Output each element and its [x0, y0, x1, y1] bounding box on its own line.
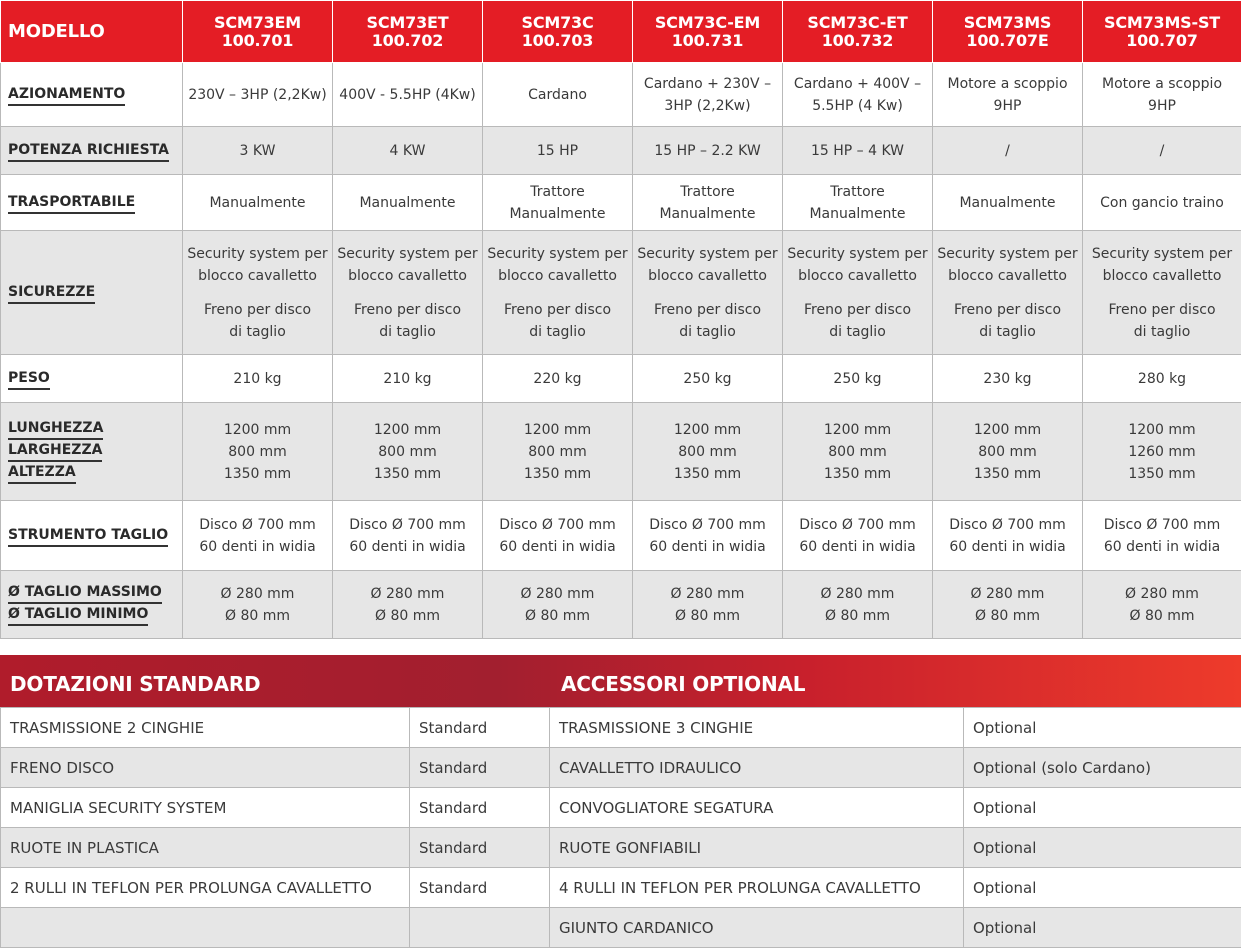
cell-spacer — [333, 287, 482, 299]
spec-cell-line: Manualmente — [809, 205, 906, 222]
spec-cell-line: Manualmente — [509, 205, 606, 222]
model-header — [933, 1, 1083, 63]
standard-item-row — [1, 708, 550, 748]
spec-cell — [183, 571, 333, 639]
spec-cell — [1083, 501, 1241, 571]
spec-cell — [1083, 571, 1241, 639]
spec-cell-line: 4 KW — [389, 142, 426, 159]
spec-cell — [633, 501, 783, 571]
item-name: RUOTE GONFIABILI — [550, 828, 964, 868]
cell-spacer — [483, 287, 632, 299]
spec-cell-line: 60 denti in widia — [349, 538, 466, 555]
spec-cell-line: Ø 280 mm — [370, 585, 445, 602]
item-name: 2 RULLI IN TEFLON PER PROLUNGA CAVALLETTO — [1, 868, 410, 908]
spec-cell — [783, 175, 933, 231]
spec-cell-line: Freno per disco — [653, 301, 762, 318]
spec-cell-line: Freno per disco — [953, 301, 1062, 318]
spec-cell-line: 1260 mm — [1128, 443, 1196, 460]
spec-cell-line: 1350 mm — [973, 465, 1042, 482]
model-name: SCM73MS-ST — [1104, 12, 1220, 32]
spec-cell-line: Ø 80 mm — [224, 607, 290, 624]
spec-label-text: Ø TAGLIO MASSIMO — [8, 583, 162, 604]
spec-cell-line: 60 denti in widia — [949, 538, 1066, 555]
spec-cell — [1083, 175, 1241, 231]
spec-label — [1, 571, 183, 639]
spec-cell-line: Freno per disco — [503, 301, 612, 318]
model-name: SCM73C-EM — [654, 12, 761, 32]
spec-cell-line: 15 HP – 4 KW — [810, 142, 905, 159]
spec-cell-line: 1200 mm — [223, 421, 292, 438]
spec-label — [1, 175, 183, 231]
spec-cell-line: Cardano + 230V – — [643, 75, 772, 92]
spec-cell-line: Security system per — [487, 245, 628, 262]
spec-cell-line: 280 kg — [1137, 370, 1187, 387]
spec-cell-line: Freno per disco — [353, 301, 462, 318]
spec-cell — [483, 127, 633, 175]
item-name: CAVALLETTO IDRAULICO — [550, 748, 964, 788]
spec-row — [1, 127, 1241, 175]
spec-cell-line: Security system per — [187, 245, 328, 262]
spec-cell-line: 60 denti in widia — [1103, 538, 1221, 555]
spec-cell-line: 1200 mm — [1128, 421, 1196, 438]
spec-cell-line: Trattore — [830, 183, 885, 200]
spec-cell-line: 60 denti in widia — [499, 538, 616, 555]
spec-label-text: AZIONAMENTO — [8, 85, 125, 106]
spec-cell-line: Ø 280 mm — [970, 585, 1045, 602]
item-name — [1, 908, 410, 948]
item-value: Standard — [410, 748, 550, 788]
spec-cell — [933, 63, 1083, 127]
item-value: Standard — [410, 868, 550, 908]
model-header — [783, 1, 933, 63]
spec-cell-line: 1200 mm — [823, 421, 892, 438]
spec-cell-line: 210 kg — [233, 370, 282, 387]
spec-cell-line: Cardano — [528, 86, 587, 103]
spec-cell-line: Ø 80 mm — [524, 607, 590, 624]
standard-item-row — [1, 828, 550, 868]
model-name: SCM73MS — [963, 12, 1052, 32]
spec-row — [1, 403, 1241, 501]
spec-cell — [783, 127, 933, 175]
spec-cell-line: Disco Ø 700 mm — [499, 516, 616, 533]
spec-cell — [483, 571, 633, 639]
spec-cell — [933, 355, 1083, 403]
spec-cell — [333, 63, 483, 127]
spec-cell — [1083, 63, 1241, 127]
spec-cell-line: 220 kg — [533, 370, 582, 387]
model-code: 100.732 — [821, 30, 894, 50]
spec-cell-line: Ø 280 mm — [820, 585, 895, 602]
spec-cell — [183, 175, 333, 231]
spec-row — [1, 355, 1241, 403]
optional-item-row — [550, 708, 1241, 748]
item-name: TRASMISSIONE 2 CINGHIE — [1, 708, 410, 748]
spec-cell-line: 1350 mm — [523, 465, 592, 482]
model-code: 100.702 — [371, 30, 444, 50]
spec-cell — [783, 355, 933, 403]
spec-cell — [333, 355, 483, 403]
spec-cell — [933, 501, 1083, 571]
spec-cell-line: 9HP — [993, 97, 1022, 114]
spec-cell — [1083, 403, 1241, 501]
spec-label-text: POTENZA RICHIESTA — [8, 141, 169, 162]
item-value: Optional — [964, 828, 1241, 868]
spec-cell-line: blocco cavalletto — [948, 267, 1067, 284]
model-header — [1083, 1, 1241, 63]
spec-cell — [483, 175, 633, 231]
spec-label-text: SICUREZZE — [8, 283, 95, 304]
spec-cell-line: 800 mm — [378, 443, 437, 460]
item-value: Optional — [964, 708, 1241, 748]
spec-cell-line: 1350 mm — [1128, 465, 1196, 482]
spec-cell — [483, 403, 633, 501]
spec-cell-line: Manualmente — [209, 194, 306, 211]
spec-cell — [183, 231, 333, 355]
spec-cell-line: 800 mm — [828, 443, 887, 460]
spec-cell-line: Ø 80 mm — [824, 607, 890, 624]
spec-cell-line: 3HP (2,2Kw) — [664, 97, 751, 114]
spec-cell-line: Security system per — [1091, 245, 1233, 262]
optional-item-row — [550, 828, 1241, 868]
spec-cell — [633, 63, 783, 127]
spec-cell-line: 230 kg — [983, 370, 1032, 387]
spec-label — [1, 231, 183, 355]
spec-cell-line: / — [1159, 142, 1165, 159]
spec-cell — [183, 501, 333, 571]
corner-label: MODELLO — [1, 1, 183, 63]
spec-cell — [333, 571, 483, 639]
standard-item-row — [1, 788, 550, 828]
cell-spacer — [1083, 287, 1241, 299]
spec-cell-line: blocco cavalletto — [348, 267, 467, 284]
spec-cell — [1083, 355, 1241, 403]
spec-cell-line: blocco cavalletto — [648, 267, 767, 284]
spec-cell-line: 230V – 3HP (2,2Kw) — [188, 86, 327, 103]
spec-cell-line: Cardano + 400V – — [793, 75, 922, 92]
spec-cell-line: di taglio — [679, 323, 736, 340]
spec-cell-line: 800 mm — [228, 443, 287, 460]
spec-cell-line: Manualmente — [659, 205, 756, 222]
spec-cell — [483, 355, 633, 403]
spec-cell-line: Con gancio traino — [1100, 194, 1224, 211]
spec-cell-line: di taglio — [829, 323, 886, 340]
model-code: 100.707 — [1126, 30, 1198, 50]
spec-cell-line: blocco cavalletto — [1102, 267, 1222, 284]
spec-cell — [633, 403, 783, 501]
model-name: SCM73C — [521, 12, 594, 32]
spec-cell — [483, 501, 633, 571]
spec-cell-line: di taglio — [229, 323, 286, 340]
spec-cell — [783, 63, 933, 127]
spec-cell-line: 3 KW — [239, 142, 276, 159]
spec-label — [1, 501, 183, 571]
spec-cell — [633, 231, 783, 355]
spec-row — [1, 231, 1241, 355]
spec-cell-line: 1200 mm — [673, 421, 742, 438]
spec-cell-line: 60 denti in widia — [199, 538, 316, 555]
standard-item-row — [1, 908, 550, 948]
spec-cell-line: Ø 280 mm — [1125, 585, 1199, 602]
spec-cell-line: 5.5HP (4 Kw) — [812, 97, 903, 114]
item-name: MANIGLIA SECURITY SYSTEM — [1, 788, 410, 828]
optional-accessories-table — [549, 707, 1241, 948]
spec-cell-line: 210 kg — [383, 370, 432, 387]
cell-spacer — [633, 287, 782, 299]
spec-cell-line: di taglio — [379, 323, 436, 340]
spec-cell — [1083, 231, 1241, 355]
spec-cell — [783, 571, 933, 639]
spec-cell-line: Ø 280 mm — [220, 585, 295, 602]
item-value: Standard — [410, 828, 550, 868]
item-name: CONVOGLIATORE SEGATURA — [550, 788, 964, 828]
spec-cell — [333, 231, 483, 355]
model-name: SCM73C-ET — [807, 12, 908, 32]
model-header — [633, 1, 783, 63]
spec-cell-line: Motore a scoppio — [1101, 75, 1223, 92]
spec-cell-line: Motore a scoppio — [947, 75, 1068, 92]
model-header — [483, 1, 633, 63]
item-value: Standard — [410, 788, 550, 828]
spec-cell — [183, 127, 333, 175]
spec-cell — [633, 571, 783, 639]
spec-label-text: TRASPORTABILE — [8, 193, 135, 214]
spec-cell-line: Ø 80 mm — [374, 607, 440, 624]
spec-label — [1, 127, 183, 175]
spec-cell-line: Freno per disco — [803, 301, 912, 318]
spec-cell — [783, 501, 933, 571]
spec-cell-line: 250 kg — [683, 370, 732, 387]
spec-cell-line: 1350 mm — [673, 465, 742, 482]
spec-row — [1, 175, 1241, 231]
optional-item-row — [550, 788, 1241, 828]
spec-cell — [933, 403, 1083, 501]
spec-cell-line: Disco Ø 700 mm — [649, 516, 766, 533]
cell-spacer — [933, 287, 1082, 299]
spec-cell-line: Ø 280 mm — [520, 585, 595, 602]
spec-cell-line: Trattore — [530, 183, 585, 200]
spec-cell-line: 800 mm — [528, 443, 587, 460]
spec-cell — [783, 231, 933, 355]
spec-cell — [933, 231, 1083, 355]
spec-label-text: PESO — [8, 369, 50, 390]
spec-cell-line: Manualmente — [359, 194, 456, 211]
spec-cell-line: / — [1005, 142, 1010, 159]
model-code: 100.701 — [221, 30, 294, 50]
item-value: Optional — [964, 908, 1241, 948]
spec-label — [1, 355, 183, 403]
spec-cell-line: Manualmente — [959, 194, 1056, 211]
spec-cell-line: 1350 mm — [373, 465, 442, 482]
spec-label-text: ALTEZZA — [8, 463, 76, 484]
spec-label — [1, 403, 183, 501]
model-header — [183, 1, 333, 63]
spec-cell — [483, 63, 633, 127]
item-value: Standard — [410, 708, 550, 748]
cell-spacer — [183, 287, 332, 299]
spec-cell — [183, 403, 333, 501]
spec-label-text: STRUMENTO TAGLIO — [8, 526, 168, 547]
spec-cell-line: Security system per — [337, 245, 478, 262]
model-code: 100.703 — [521, 30, 594, 50]
spec-label-text: Ø TAGLIO MINIMO — [8, 605, 148, 626]
spec-cell — [333, 127, 483, 175]
spec-cell-line: Ø 80 mm — [1129, 607, 1195, 624]
spec-cell — [183, 63, 333, 127]
optional-title: ACCESSORI OPTIONAL — [561, 672, 806, 696]
spec-cell-line: Disco Ø 700 mm — [199, 516, 316, 533]
model-code: 100.707E — [966, 30, 1049, 50]
spec-cell — [483, 231, 633, 355]
spec-cell-line: 800 mm — [678, 443, 737, 460]
spec-cell-line: 250 kg — [833, 370, 882, 387]
spec-cell-line: Disco Ø 700 mm — [949, 516, 1066, 533]
spec-cell-line: 1200 mm — [373, 421, 442, 438]
standard-title: DOTAZIONI STANDARD — [10, 672, 261, 696]
spec-row — [1, 63, 1241, 127]
item-name: FRENO DISCO — [1, 748, 410, 788]
spec-row — [1, 571, 1241, 639]
standard-equipment-table — [0, 707, 550, 948]
spec-header-row — [1, 1, 1241, 63]
spec-cell-line: blocco cavalletto — [198, 267, 317, 284]
spec-cell — [633, 127, 783, 175]
optional-item-row — [550, 908, 1241, 948]
spec-cell-line: Disco Ø 700 mm — [349, 516, 466, 533]
spec-cell-line: 60 denti in widia — [799, 538, 916, 555]
spec-cell-line: Ø 80 mm — [674, 607, 740, 624]
model-name: SCM73ET — [366, 12, 449, 32]
spec-row — [1, 501, 1241, 571]
optional-item-row — [550, 868, 1241, 908]
spec-cell-line: Security system per — [937, 245, 1078, 262]
spec-cell-line: 15 HP – 2.2 KW — [654, 142, 761, 159]
spec-cell — [933, 571, 1083, 639]
spec-cell-line: blocco cavalletto — [798, 267, 917, 284]
equipment-header — [0, 655, 1241, 707]
spec-cell-line: Security system per — [787, 245, 928, 262]
spec-cell-line: 1350 mm — [223, 465, 292, 482]
spec-cell — [333, 501, 483, 571]
spec-cell — [333, 403, 483, 501]
spec-cell — [933, 127, 1083, 175]
spec-cell-line: di taglio — [979, 323, 1036, 340]
spec-cell-line: Freno per disco — [203, 301, 312, 318]
item-value: Optional — [964, 868, 1241, 908]
standard-item-row — [1, 868, 550, 908]
spec-cell-line: 800 mm — [978, 443, 1037, 460]
spec-cell-line: Disco Ø 700 mm — [1103, 516, 1221, 533]
spec-cell-line: Ø 80 mm — [974, 607, 1040, 624]
item-name: TRASMISSIONE 3 CINGHIE — [550, 708, 964, 748]
spec-cell-line: Security system per — [637, 245, 778, 262]
spec-cell-line: di taglio — [1133, 323, 1191, 340]
spec-cell-line: di taglio — [529, 323, 586, 340]
spec-cell-line: Disco Ø 700 mm — [799, 516, 916, 533]
cell-spacer — [783, 287, 932, 299]
spec-label-text: LARGHEZZA — [8, 441, 102, 462]
spec-cell-line: Trattore — [680, 183, 735, 200]
spec-cell-line: 15 HP — [536, 142, 579, 159]
spec-cell-line: blocco cavalletto — [498, 267, 617, 284]
spec-cell — [1083, 127, 1241, 175]
spec-label — [1, 63, 183, 127]
item-name: RUOTE IN PLASTICA — [1, 828, 410, 868]
item-name: GIUNTO CARDANICO — [550, 908, 964, 948]
spec-cell-line: 1350 mm — [823, 465, 892, 482]
item-name: 4 RULLI IN TEFLON PER PROLUNGA CAVALLETTO — [550, 868, 964, 908]
spec-label-text: LUNGHEZZA — [8, 419, 103, 440]
model-header — [333, 1, 483, 63]
spec-cell — [633, 175, 783, 231]
spec-cell — [783, 403, 933, 501]
spec-cell-line: 1200 mm — [973, 421, 1042, 438]
spec-cell — [933, 175, 1083, 231]
spec-cell — [633, 355, 783, 403]
standard-item-row — [1, 748, 550, 788]
spec-cell — [333, 175, 483, 231]
item-value — [410, 908, 550, 948]
item-value: Optional — [964, 788, 1241, 828]
model-name: SCM73EM — [214, 12, 301, 32]
spec-cell-line: 1200 mm — [523, 421, 592, 438]
optional-item-row — [550, 748, 1241, 788]
item-value: Optional (solo Cardano) — [964, 748, 1241, 788]
spec-cell — [183, 355, 333, 403]
spec-cell-line: Ø 280 mm — [670, 585, 745, 602]
spec-cell-line: 60 denti in widia — [649, 538, 766, 555]
spec-cell-line: 9HP — [1148, 97, 1176, 114]
spec-cell-line: 400V - 5.5HP (4Kw) — [339, 86, 476, 103]
spec-cell-line: Freno per disco — [1108, 301, 1216, 318]
model-code: 100.731 — [671, 30, 744, 50]
